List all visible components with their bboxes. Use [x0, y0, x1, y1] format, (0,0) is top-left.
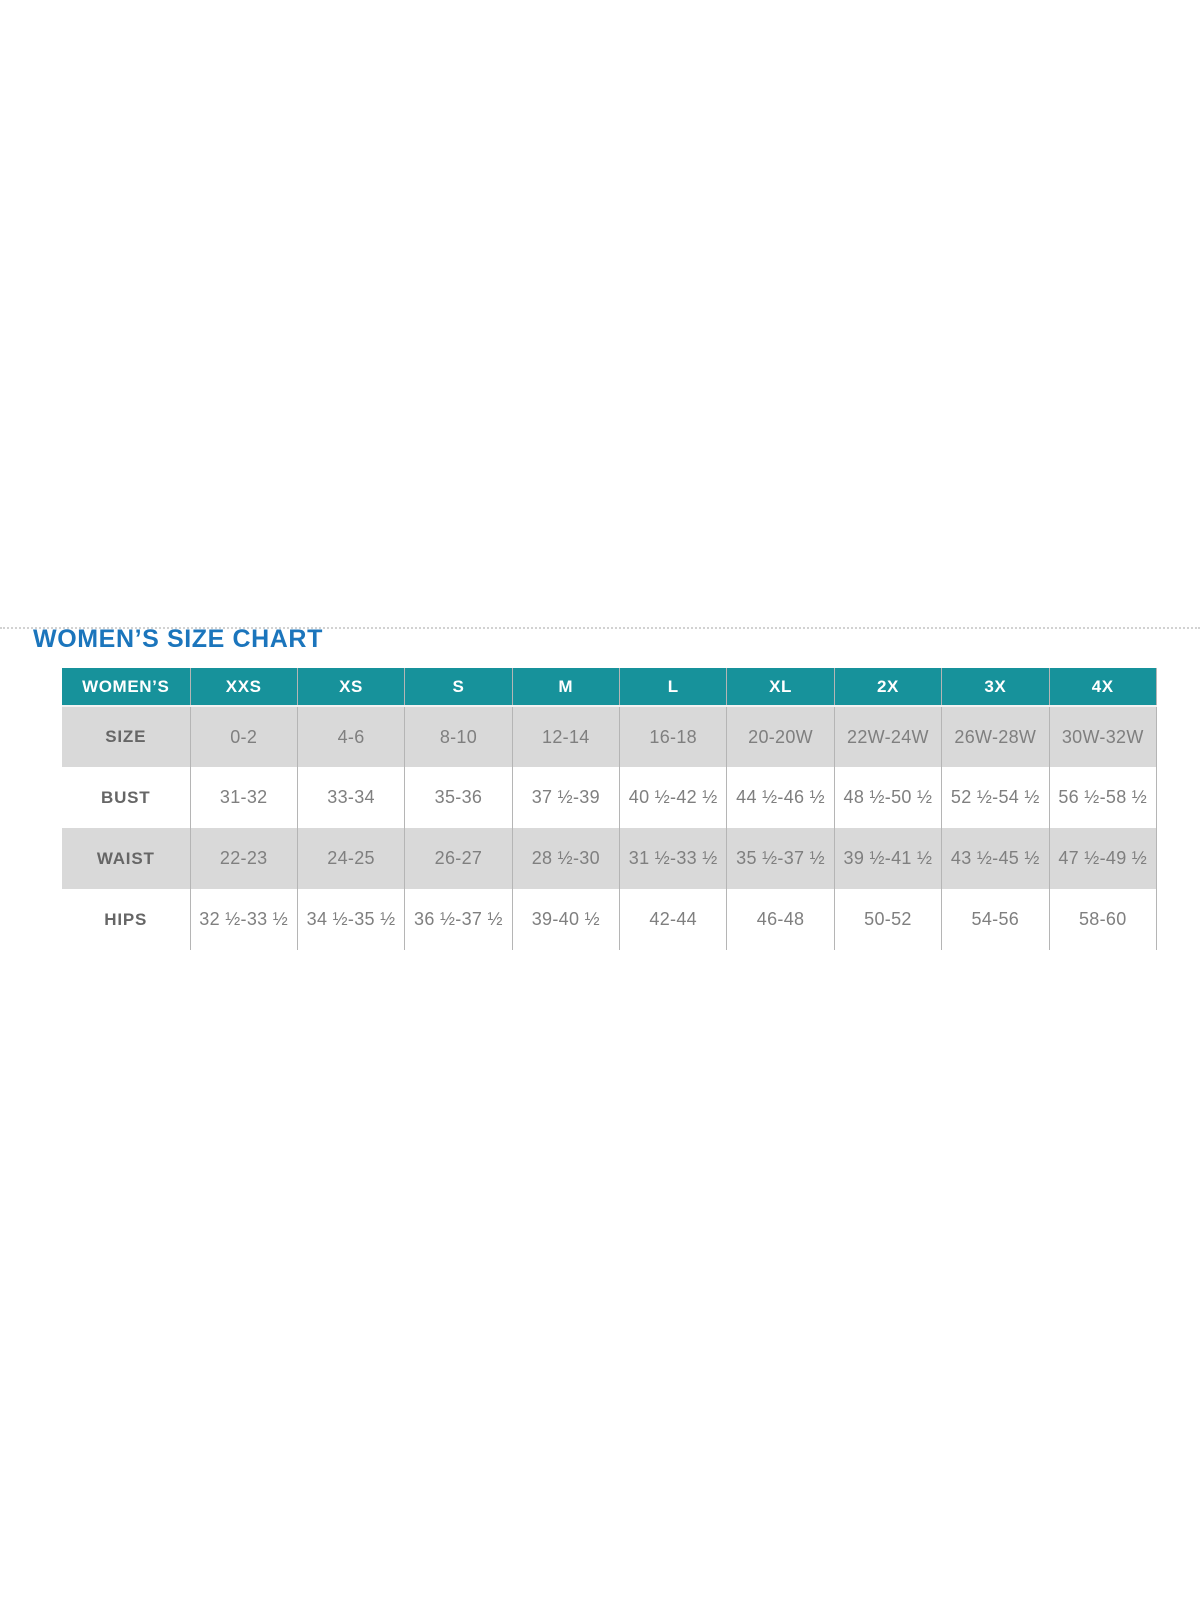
column-header: XL [727, 668, 834, 706]
table-header [62, 668, 1157, 706]
row-label: HIPS [62, 889, 190, 950]
column-header: S [405, 668, 512, 706]
size-cell: 50-52 [834, 889, 941, 950]
size-cell: 22W-24W [834, 706, 941, 767]
size-cell: 52 ½-54 ½ [942, 767, 1049, 828]
column-header: 3X [942, 668, 1049, 706]
size-cell: 58-60 [1049, 889, 1157, 950]
size-cell: 31 ½-33 ½ [620, 828, 727, 889]
size-cell: 44 ½-46 ½ [727, 767, 834, 828]
size-cell: 20-20W [727, 706, 834, 767]
size-cell: 4-6 [297, 706, 404, 767]
table-row [62, 706, 1157, 767]
size-cell: 47 ½-49 ½ [1049, 828, 1157, 889]
size-cell: 36 ½-37 ½ [405, 889, 512, 950]
column-header: L [620, 668, 727, 706]
size-cell: 32 ½-33 ½ [190, 889, 297, 950]
size-cell: 35-36 [405, 767, 512, 828]
table-row [62, 767, 1157, 828]
column-header: XS [297, 668, 404, 706]
size-cell: 22-23 [190, 828, 297, 889]
size-cell: 42-44 [620, 889, 727, 950]
size-cell: 16-18 [620, 706, 727, 767]
size-cell: 35 ½-37 ½ [727, 828, 834, 889]
size-cell: 48 ½-50 ½ [834, 767, 941, 828]
size-cell: 46-48 [727, 889, 834, 950]
header-row [62, 668, 1157, 706]
column-header: M [512, 668, 619, 706]
size-cell: 26W-28W [942, 706, 1049, 767]
page-title: WOMEN’S SIZE CHART [33, 625, 323, 653]
size-cell: 12-14 [512, 706, 619, 767]
table-body [62, 706, 1157, 950]
womens-size-chart-table [62, 668, 1157, 950]
size-cell: 24-25 [297, 828, 404, 889]
column-header: 2X [834, 668, 941, 706]
row-label: WAIST [62, 828, 190, 889]
size-cell: 39-40 ½ [512, 889, 619, 950]
size-cell: 56 ½-58 ½ [1049, 767, 1157, 828]
size-cell: 37 ½-39 [512, 767, 619, 828]
column-header: 4X [1049, 668, 1157, 706]
table-row [62, 889, 1157, 950]
corner-header: WOMEN’S [62, 668, 190, 706]
size-cell: 39 ½-41 ½ [834, 828, 941, 889]
size-cell: 0-2 [190, 706, 297, 767]
size-cell: 40 ½-42 ½ [620, 767, 727, 828]
size-cell: 43 ½-45 ½ [942, 828, 1049, 889]
size-cell: 26-27 [405, 828, 512, 889]
size-cell: 30W-32W [1049, 706, 1157, 767]
size-cell: 8-10 [405, 706, 512, 767]
size-cell: 31-32 [190, 767, 297, 828]
table-row [62, 828, 1157, 889]
size-cell: 28 ½-30 [512, 828, 619, 889]
column-header: XXS [190, 668, 297, 706]
size-cell: 34 ½-35 ½ [297, 889, 404, 950]
size-cell: 54-56 [942, 889, 1049, 950]
row-label: SIZE [62, 706, 190, 767]
size-cell: 33-34 [297, 767, 404, 828]
row-label: BUST [62, 767, 190, 828]
